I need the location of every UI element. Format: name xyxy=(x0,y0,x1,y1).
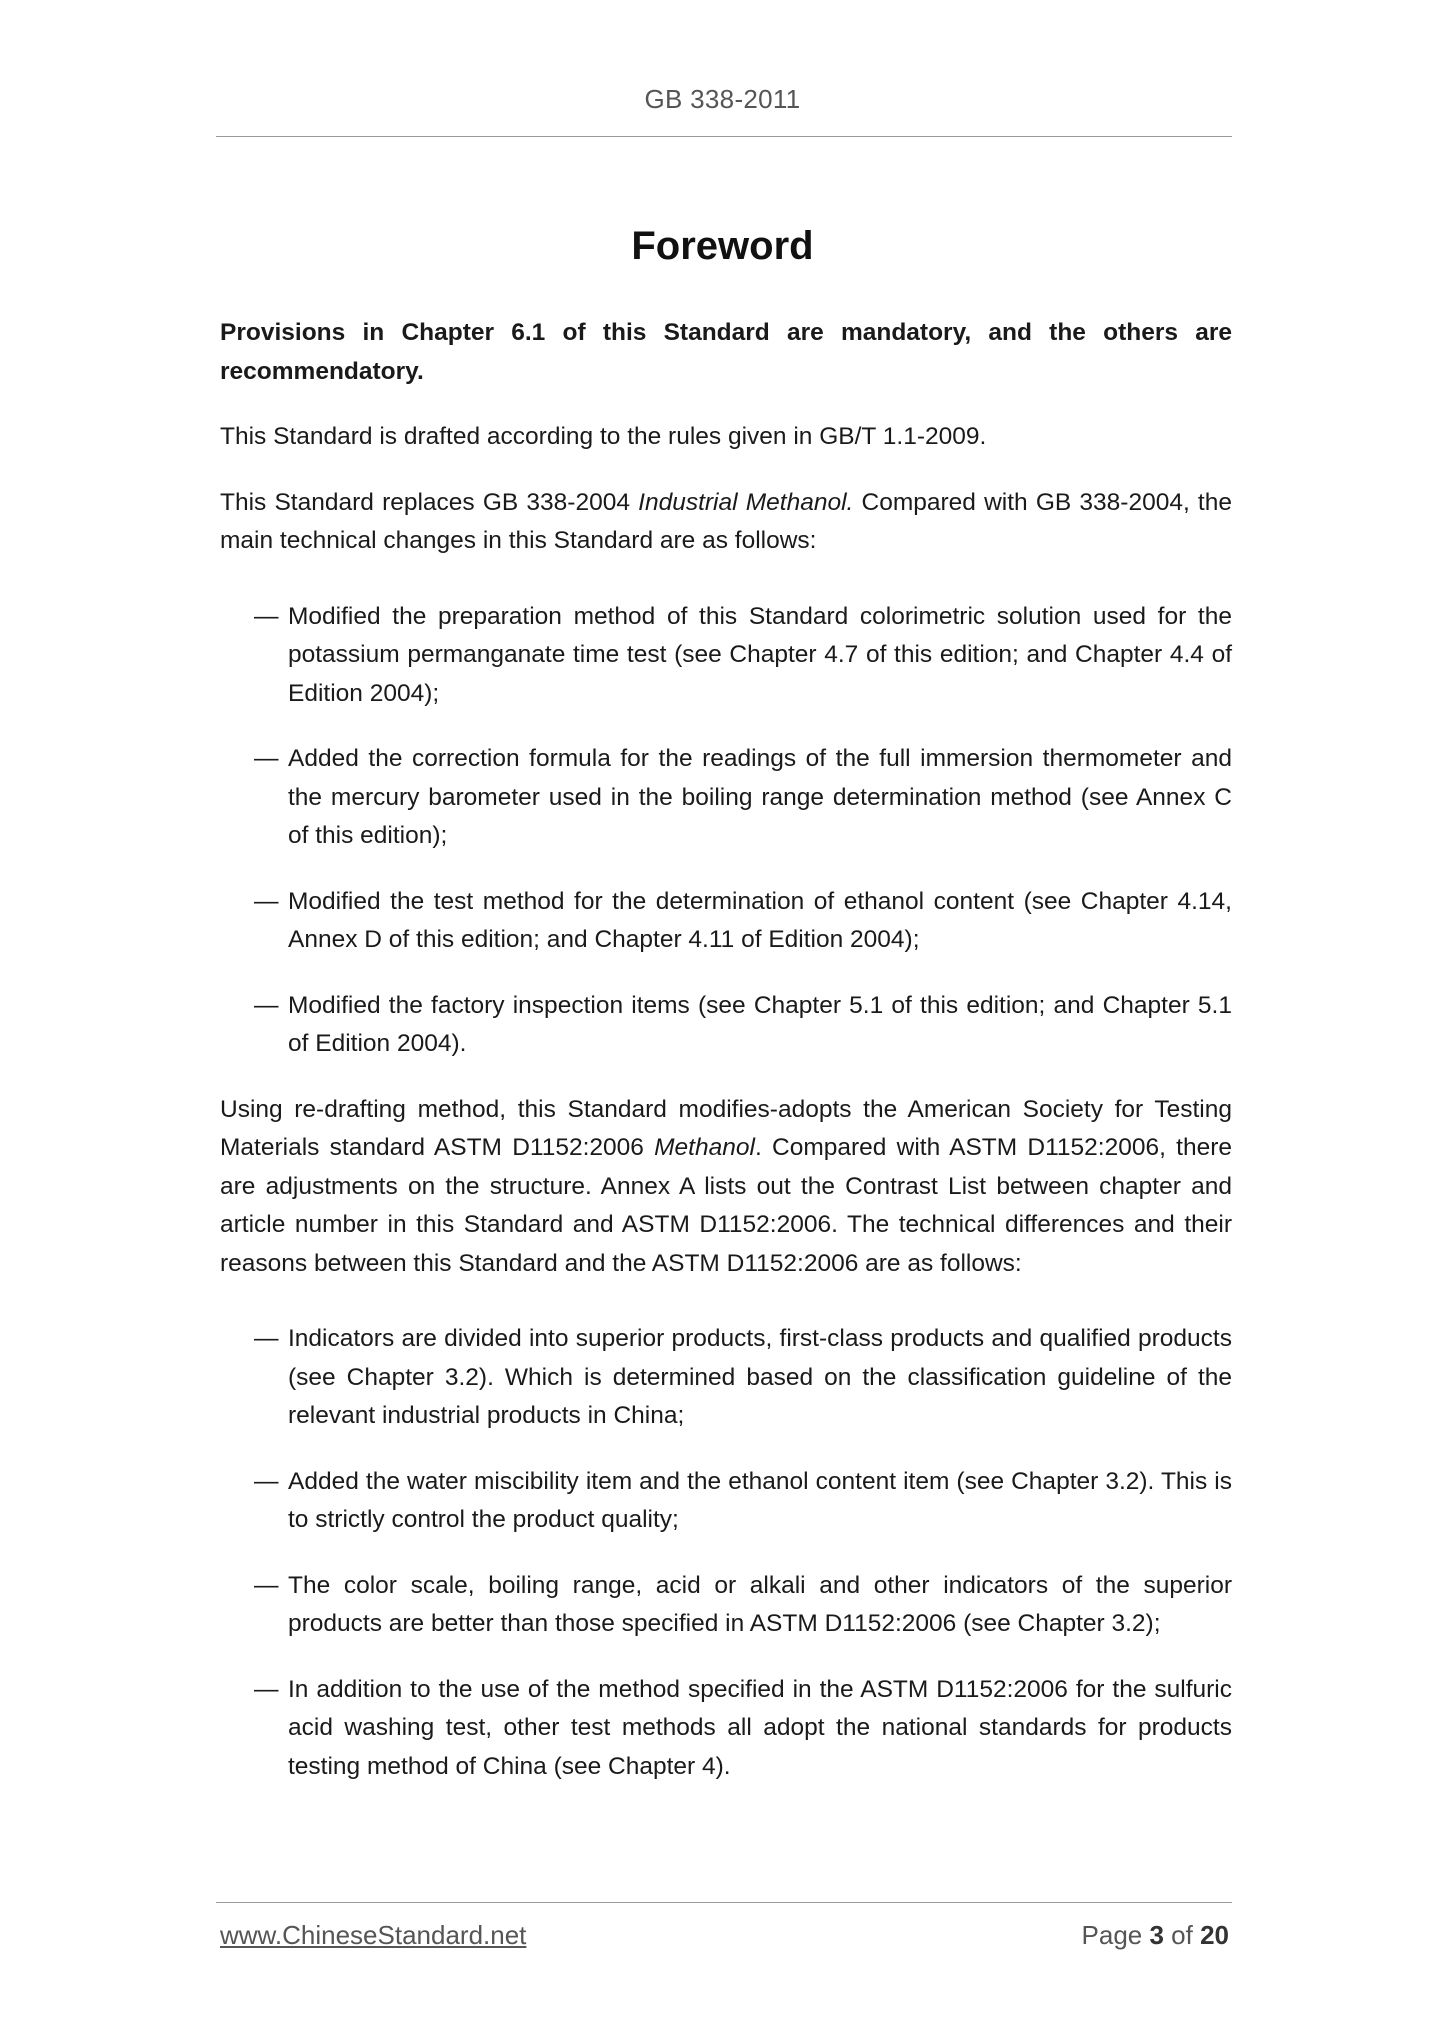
dash-bullet: — xyxy=(254,887,279,915)
replaced-standard-title: Industrial Methanol. xyxy=(638,488,854,516)
drafting-rules-paragraph: This Standard is drafted according to the rules given in GB/T 1.1-2009. xyxy=(220,423,987,450)
page-number xyxy=(1082,1920,1229,1951)
list-item xyxy=(220,987,1232,1064)
list-item xyxy=(220,1320,1232,1436)
list-item xyxy=(220,740,1232,856)
mandatory-provision-paragraph: Provisions in Chapter 6.1 of this Standard are mandatory, and the others are recommendatory. xyxy=(220,319,1232,385)
dash-bullet: — xyxy=(254,602,279,630)
list-item xyxy=(220,1671,1232,1787)
document-body xyxy=(220,314,1232,1813)
footer-divider xyxy=(216,1902,1232,1903)
difference-item-text: Added the water miscibility item and the ethanol content item (see Chapter 3.2). This is to strictly control the product quality; xyxy=(288,1467,1232,1533)
change-item-text: Added the correction formula for the readings of the full immersion thermometer and the mercury barometer used in the boiling range determination method (see Annex C of this edition); xyxy=(288,745,1232,849)
list-item xyxy=(220,1463,1232,1540)
dash-bullet: — xyxy=(254,991,279,1019)
replacement-text-end: Compared with GB 338-2004, the main technical changes in this Standard are as follows: xyxy=(220,488,1232,554)
header-divider xyxy=(216,136,1232,137)
adoption-paragraph xyxy=(220,1091,1232,1284)
page-title: Foreword xyxy=(631,224,814,268)
page-current: 3 xyxy=(1149,1920,1164,1950)
difference-item-text: Indicators are divided into superior products, first-class products and qualified products (see Chapter 3.2). Which is determined based on the classification guideline of the relevant industrial products in China; xyxy=(288,1325,1232,1429)
dash-bullet: — xyxy=(254,1675,279,1703)
dash-bullet: — xyxy=(254,1467,279,1495)
dash-bullet: — xyxy=(254,1325,279,1352)
adoption-text-end: . Compared with ASTM D1152:2006, there are adjustments on the structure. Annex A lists out the Contrast List between chapter and article number in this Standard and ASTM D1152:2006. The technical differences and their reasons between this Standard and the ASTM D1152:2006 are as follows: xyxy=(220,1134,1233,1277)
change-item-text: Modified the factory inspection items (see Chapter 5.1 of this edition; and Chapter 5.1 of Edition 2004). xyxy=(288,991,1232,1057)
replacement-text-start: This Standard replaces GB 338-2004 xyxy=(220,488,639,516)
list-item xyxy=(220,598,1232,714)
page-of: of xyxy=(1163,1920,1201,1950)
difference-item-text: The color scale, boiling range, acid or alkali and other indicators of the superior products are better than those specified in ASTM D1152:2006 (see Chapter 3.2); xyxy=(288,1571,1232,1637)
header-doc-id: GB 338-2011 xyxy=(644,84,801,114)
change-item-text: Modified the preparation method of this Standard colorimetric solution used for the potassium permanganate time test (see Chapter 4.7 of this edition; and Chapter 4.4 of Edition 2004); xyxy=(288,602,1232,707)
list-item xyxy=(220,883,1232,960)
dash-bullet: — xyxy=(254,1571,279,1599)
page-total: 20 xyxy=(1200,1920,1229,1950)
dash-bullet: — xyxy=(254,745,279,772)
change-item-text: Modified the test method for the determination of ethanol content (see Chapter 4.14, Annex D of this edition; and Chapter 4.11 of Edition 2004); xyxy=(288,887,1232,953)
technical-differences-list xyxy=(220,1310,1232,1786)
website-link[interactable]: www.ChineseStandard.net xyxy=(220,1920,527,1950)
technical-changes-list xyxy=(220,588,1232,1064)
adopted-standard-title: Methanol xyxy=(654,1134,755,1161)
adoption-text-start: Using re-drafting method, this Standard modifies-adopts the American Society for Testing Materials standard ASTM D1152:2006 xyxy=(220,1095,1232,1161)
difference-item-text: In addition to the use of the method specified in the ASTM D1152:2006 for the sulfuric acid washing test, other test methods all adopt the national standards for products testing method of China (see Chapter 4). xyxy=(288,1675,1232,1780)
replacement-paragraph xyxy=(220,484,1232,561)
list-item xyxy=(220,1567,1232,1644)
page-prefix: Page xyxy=(1081,1920,1150,1950)
